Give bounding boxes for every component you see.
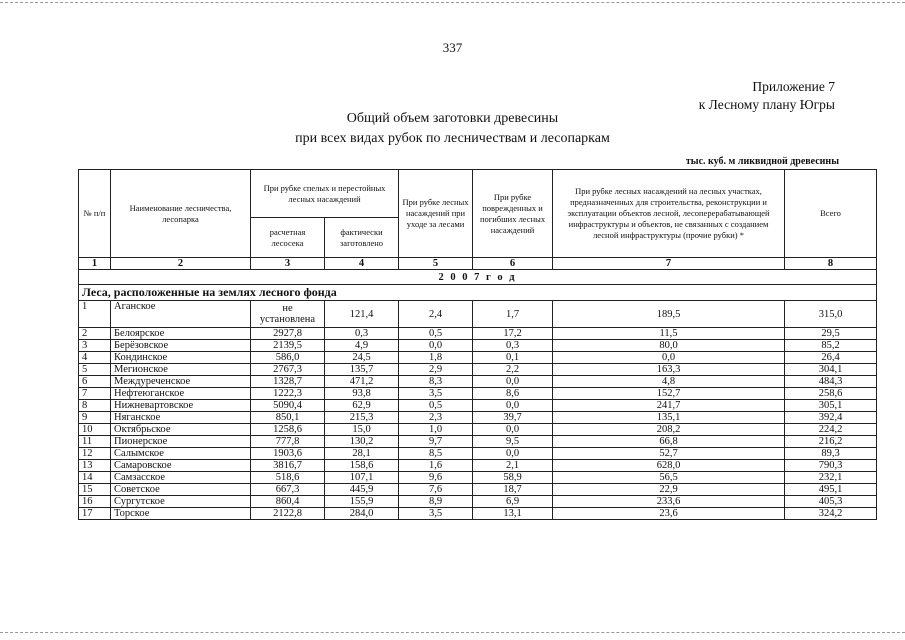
volume-cell: 89,3: [785, 448, 877, 460]
volume-cell: 3816,7: [251, 460, 325, 472]
volume-cell: 445,9: [325, 484, 399, 496]
volume-cell: 2927,8: [251, 328, 325, 340]
forestry-name: Аганское: [111, 301, 251, 328]
volume-cell: 2,1: [473, 460, 553, 472]
volume-cell: 1,6: [399, 460, 473, 472]
volume-cell: 0,0: [473, 376, 553, 388]
forestry-name: Белоярское: [111, 328, 251, 340]
units-label: тыс. куб. м ликвидной древесины: [685, 156, 839, 167]
volume-cell: 284,0: [325, 508, 399, 520]
header-infra: При рубке лесных насаждений на лесных участках, предназначенных для строительства, реконструкции и эксплуатации объектов лесной, лесоперерабатывающей инфраструктуры и объектов, не связанных с созданием лесной инфраструктуры (прочие рубки) *: [553, 170, 785, 258]
volume-cell: 0,0: [553, 352, 785, 364]
volume-cell: 2,9: [399, 364, 473, 376]
row-number: 8: [79, 400, 111, 412]
volume-cell: 241,7: [553, 400, 785, 412]
row-number: 6: [79, 376, 111, 388]
header-num: № п/п: [79, 170, 111, 258]
document-title: [0, 109, 905, 149]
volume-cell: 1,0: [399, 424, 473, 436]
volume-cell: 2122,8: [251, 508, 325, 520]
table-row: [79, 472, 877, 484]
volume-cell: 158,6: [325, 460, 399, 472]
col-number: 1: [79, 258, 111, 270]
row-number: 10: [79, 424, 111, 436]
volume-cell: 9,6: [399, 472, 473, 484]
table-row: [79, 424, 877, 436]
table-row: [79, 301, 877, 328]
forestry-name: Салымское: [111, 448, 251, 460]
col-number: 3: [251, 258, 325, 270]
appendix-line-1: Приложение 7: [752, 79, 835, 94]
row-number: 7: [79, 388, 111, 400]
volume-cell: 66,8: [553, 436, 785, 448]
scan-top-border: [0, 2, 905, 3]
col-number: 4: [325, 258, 399, 270]
volume-cell: 3,5: [399, 508, 473, 520]
page-number: 337: [442, 40, 463, 55]
forestry-name: Нефтеюганское: [111, 388, 251, 400]
volume-cell: 0,3: [473, 340, 553, 352]
volume-cell: 11,5: [553, 328, 785, 340]
year-label: 2 0 0 7 г о д: [79, 270, 877, 285]
volume-cell: 135,7: [325, 364, 399, 376]
header-total: Всего: [785, 170, 877, 258]
volume-cell: 315,0: [785, 301, 877, 328]
forestry-name: Мегионское: [111, 364, 251, 376]
forestry-name: Кондинское: [111, 352, 251, 364]
volume-cell: 471,2: [325, 376, 399, 388]
volume-cell: 1,7: [473, 301, 553, 328]
table-row: [79, 448, 877, 460]
table-row: [79, 364, 877, 376]
section-row: [79, 285, 877, 301]
volume-cell: 1,8: [399, 352, 473, 364]
volume-cell: 216,2: [785, 436, 877, 448]
section-label: Леса, расположенные на землях лесного фонда: [79, 285, 877, 301]
volume-cell: 586,0: [251, 352, 325, 364]
volume-cell: 13,1: [473, 508, 553, 520]
volume-cell: 7,6: [399, 484, 473, 496]
header-mature-fact: фактически заготовлено: [325, 218, 399, 258]
table-row: [79, 340, 877, 352]
volume-cell: 152,7: [553, 388, 785, 400]
row-number: 5: [79, 364, 111, 376]
volume-cell: 850,1: [251, 412, 325, 424]
volume-cell: 667,3: [251, 484, 325, 496]
forestry-name: Советское: [111, 484, 251, 496]
volume-cell: 2,3: [399, 412, 473, 424]
volume-cell: 2139,5: [251, 340, 325, 352]
volume-cell: 0,0: [399, 340, 473, 352]
volume-cell: 107,1: [325, 472, 399, 484]
table-row: [79, 412, 877, 424]
volume-cell: 232,1: [785, 472, 877, 484]
row-number: 16: [79, 496, 111, 508]
volume-cell: 80,0: [553, 340, 785, 352]
volume-cell: 8,6: [473, 388, 553, 400]
volume-cell: 208,2: [553, 424, 785, 436]
forestry-name: Берёзовское: [111, 340, 251, 352]
volume-cell: 0,5: [399, 400, 473, 412]
header-mature: При рубке спелых и перестойных лесных насаждений: [251, 170, 399, 218]
forestry-name: Няганское: [111, 412, 251, 424]
volume-cell: 0,0: [473, 400, 553, 412]
volume-cell: 15,0: [325, 424, 399, 436]
title-line-1: Общий объем заготовки древесины: [346, 111, 559, 126]
forestry-name: Нижневартовское: [111, 400, 251, 412]
volume-cell: 22,9: [553, 484, 785, 496]
volume-cell: 2,4: [399, 301, 473, 328]
volume-cell: 304,1: [785, 364, 877, 376]
volume-cell: 6,9: [473, 496, 553, 508]
volume-cell: не установлена: [251, 301, 325, 328]
table-row: [79, 376, 877, 388]
volume-cell: 0,1: [473, 352, 553, 364]
volume-cell: 135,1: [553, 412, 785, 424]
table-row: [79, 400, 877, 412]
volume-cell: 58,9: [473, 472, 553, 484]
volume-cell: 93,8: [325, 388, 399, 400]
row-number: 11: [79, 436, 111, 448]
column-number-row: [79, 258, 877, 270]
row-number: 13: [79, 460, 111, 472]
volume-cell: 1328,7: [251, 376, 325, 388]
table-row: [79, 508, 877, 520]
volume-cell: 0,3: [325, 328, 399, 340]
volume-cell: 8,3: [399, 376, 473, 388]
volume-cell: 0,5: [399, 328, 473, 340]
volume-cell: 2767,3: [251, 364, 325, 376]
col-number: 6: [473, 258, 553, 270]
volume-cell: 9,7: [399, 436, 473, 448]
header-damaged: При рубке поврежденных и погибших лесных насаждений: [473, 170, 553, 258]
row-number: 4: [79, 352, 111, 364]
volume-cell: 392,4: [785, 412, 877, 424]
volume-cell: 324,2: [785, 508, 877, 520]
volume-cell: 130,2: [325, 436, 399, 448]
volume-cell: 121,4: [325, 301, 399, 328]
volume-cell: 518,6: [251, 472, 325, 484]
volume-cell: 52,7: [553, 448, 785, 460]
col-number: 8: [785, 258, 877, 270]
header-mature-calc: расчетная лесосека: [251, 218, 325, 258]
volume-cell: 233,6: [553, 496, 785, 508]
volume-cell: 258,6: [785, 388, 877, 400]
volume-cell: 495,1: [785, 484, 877, 496]
table-row: [79, 352, 877, 364]
volume-cell: 155,9: [325, 496, 399, 508]
volume-cell: 0,0: [473, 424, 553, 436]
table-row: [79, 388, 877, 400]
volume-cell: 163,3: [553, 364, 785, 376]
volume-cell: 26,4: [785, 352, 877, 364]
scan-bottom-border: [0, 632, 905, 633]
volume-cell: 2,2: [473, 364, 553, 376]
volume-cell: 189,5: [553, 301, 785, 328]
row-number: 17: [79, 508, 111, 520]
volume-cell: 56,5: [553, 472, 785, 484]
volume-cell: 3,5: [399, 388, 473, 400]
forestry-name: Октябрьское: [111, 424, 251, 436]
forestry-name: Самзасское: [111, 472, 251, 484]
volume-cell: 5090,4: [251, 400, 325, 412]
table-row: [79, 496, 877, 508]
volume-cell: 39,7: [473, 412, 553, 424]
col-number: 5: [399, 258, 473, 270]
col-number: 7: [553, 258, 785, 270]
volume-cell: 85,2: [785, 340, 877, 352]
volume-cell: 405,3: [785, 496, 877, 508]
volume-cell: 224,2: [785, 424, 877, 436]
volume-cell: 0,0: [473, 448, 553, 460]
forestry-name: Самаровское: [111, 460, 251, 472]
appendix-line-2: к Лесному плану Югры: [698, 97, 835, 112]
volume-cell: 1258,6: [251, 424, 325, 436]
col-number: 2: [111, 258, 251, 270]
volume-cell: 1222,3: [251, 388, 325, 400]
volume-cell: 1903,6: [251, 448, 325, 460]
table-row: [79, 328, 877, 340]
header-row-1: [79, 170, 877, 218]
volume-cell: 8,9: [399, 496, 473, 508]
year-row: [79, 270, 877, 285]
forestry-name: Торское: [111, 508, 251, 520]
row-number: 14: [79, 472, 111, 484]
volume-cell: 62,9: [325, 400, 399, 412]
row-number: 15: [79, 484, 111, 496]
volume-cell: 9,5: [473, 436, 553, 448]
forestry-name: Междуреченское: [111, 376, 251, 388]
volume-cell: 860,4: [251, 496, 325, 508]
table-row: [79, 436, 877, 448]
row-number: 3: [79, 340, 111, 352]
timber-volume-table: [78, 169, 877, 520]
volume-cell: 29,5: [785, 328, 877, 340]
volume-cell: 18,7: [473, 484, 553, 496]
row-number: 2: [79, 328, 111, 340]
title-line-2: при всех видах рубок по лесничествам и лесопаркам: [295, 131, 610, 146]
volume-cell: 28,1: [325, 448, 399, 460]
volume-cell: 4,8: [553, 376, 785, 388]
volume-cell: 305,1: [785, 400, 877, 412]
row-number: 1: [79, 301, 111, 328]
volume-cell: 23,6: [553, 508, 785, 520]
volume-cell: 777,8: [251, 436, 325, 448]
volume-cell: 628,0: [553, 460, 785, 472]
volume-cell: 8,5: [399, 448, 473, 460]
volume-cell: 4,9: [325, 340, 399, 352]
header-care: При рубке лесных насаждений при уходе за лесами: [399, 170, 473, 258]
volume-cell: 17,2: [473, 328, 553, 340]
table-row: [79, 484, 877, 496]
volume-cell: 24,5: [325, 352, 399, 364]
row-number: 12: [79, 448, 111, 460]
volume-cell: 215,3: [325, 412, 399, 424]
volume-cell: 790,3: [785, 460, 877, 472]
header-name: Наименование лесничества, лесопарка: [111, 170, 251, 258]
volume-cell: 484,3: [785, 376, 877, 388]
table-row: [79, 460, 877, 472]
forestry-name: Пионерское: [111, 436, 251, 448]
row-number: 9: [79, 412, 111, 424]
forestry-name: Сургутское: [111, 496, 251, 508]
